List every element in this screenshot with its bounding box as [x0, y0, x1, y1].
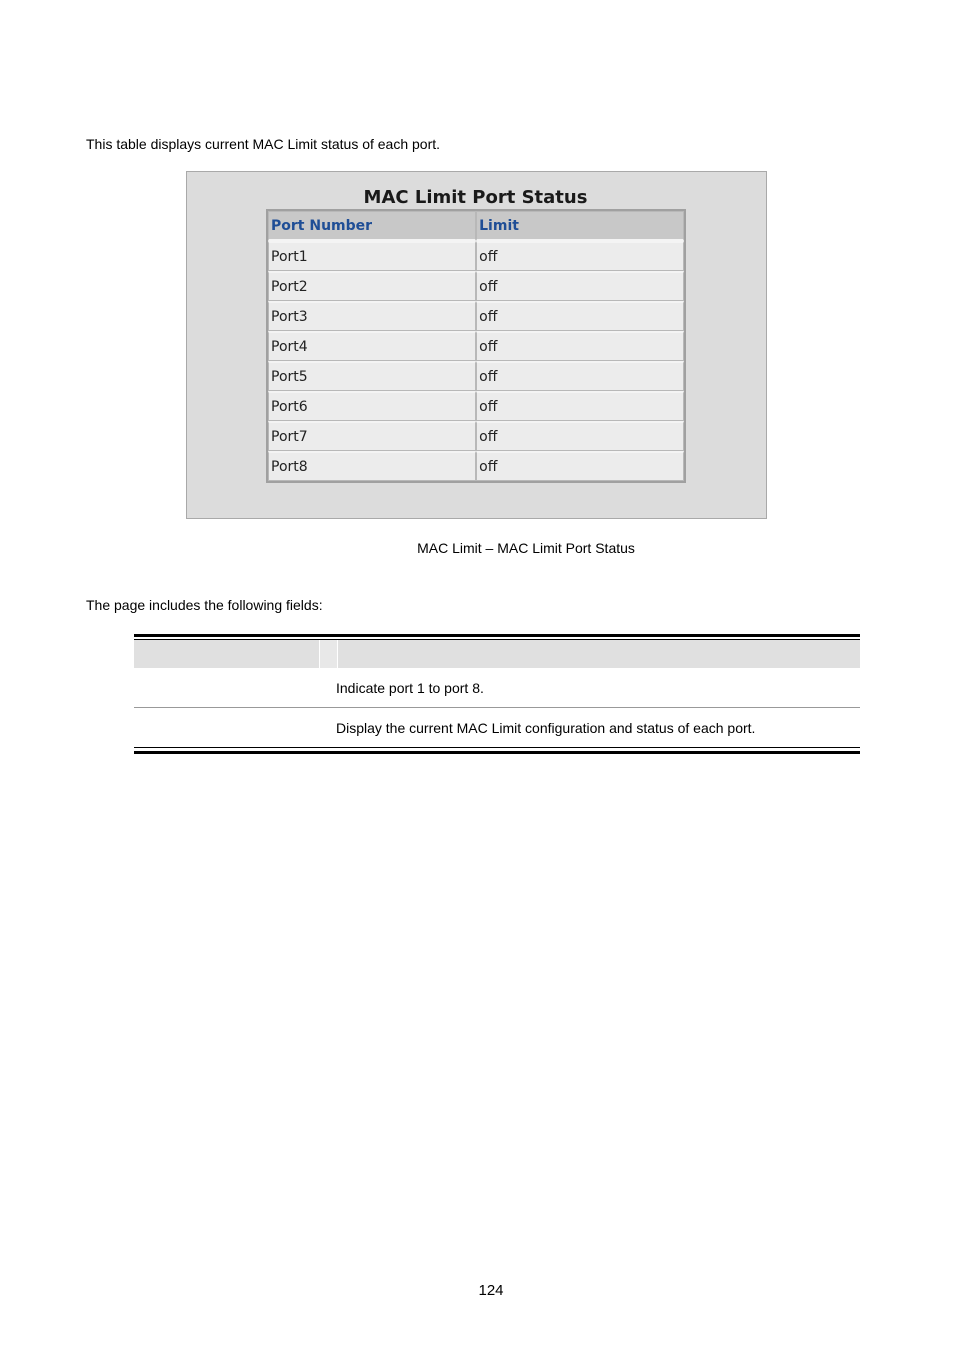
column-header-limit: Limit [476, 211, 684, 241]
limit-cell: off [476, 451, 684, 481]
mac-limit-status-screenshot [186, 171, 767, 519]
figure-caption: MAC Limit – MAC Limit Port Status [417, 540, 635, 556]
table-header-row [268, 211, 684, 241]
fields-intro-text: The page includes the following fields: [86, 597, 323, 613]
table-row [268, 451, 684, 481]
table-row [268, 391, 684, 421]
table-row [268, 421, 684, 451]
fields-table-header [134, 640, 860, 668]
port-cell: Port7 [268, 421, 476, 451]
table-row [268, 301, 684, 331]
table-row [268, 331, 684, 361]
fields-table-row [134, 708, 860, 747]
table-row [268, 361, 684, 391]
column-header-port-number: Port Number [268, 211, 476, 241]
panel-title: MAC Limit Port Status [363, 187, 588, 208]
header-cell-description [338, 640, 860, 668]
limit-cell: off [476, 241, 684, 271]
port-cell: Port5 [268, 361, 476, 391]
port-cell: Port6 [268, 391, 476, 421]
table-row [268, 271, 684, 301]
port-cell: Port3 [268, 301, 476, 331]
port-cell: Port8 [268, 451, 476, 481]
page-number: 124 [478, 1282, 504, 1299]
limit-cell: off [476, 301, 684, 331]
header-cell-divider [319, 640, 338, 668]
table-row [268, 241, 684, 271]
header-cell-object [134, 640, 319, 668]
fields-table-row [134, 668, 860, 708]
port-status-table [266, 209, 686, 483]
limit-cell: off [476, 361, 684, 391]
fields-table [134, 634, 860, 754]
port-cell: Port1 [268, 241, 476, 271]
field-description-cell: Display the current MAC Limit configuration and status of each port. [336, 719, 756, 736]
limit-cell: off [476, 391, 684, 421]
limit-cell: off [476, 421, 684, 451]
field-description-cell: Indicate port 1 to port 8. [336, 679, 484, 696]
table-bottom-rule [134, 747, 860, 754]
intro-text: This table displays current MAC Limit status of each port. [86, 136, 441, 152]
port-cell: Port2 [268, 271, 476, 301]
limit-cell: off [476, 331, 684, 361]
port-cell: Port4 [268, 331, 476, 361]
limit-cell: off [476, 271, 684, 301]
